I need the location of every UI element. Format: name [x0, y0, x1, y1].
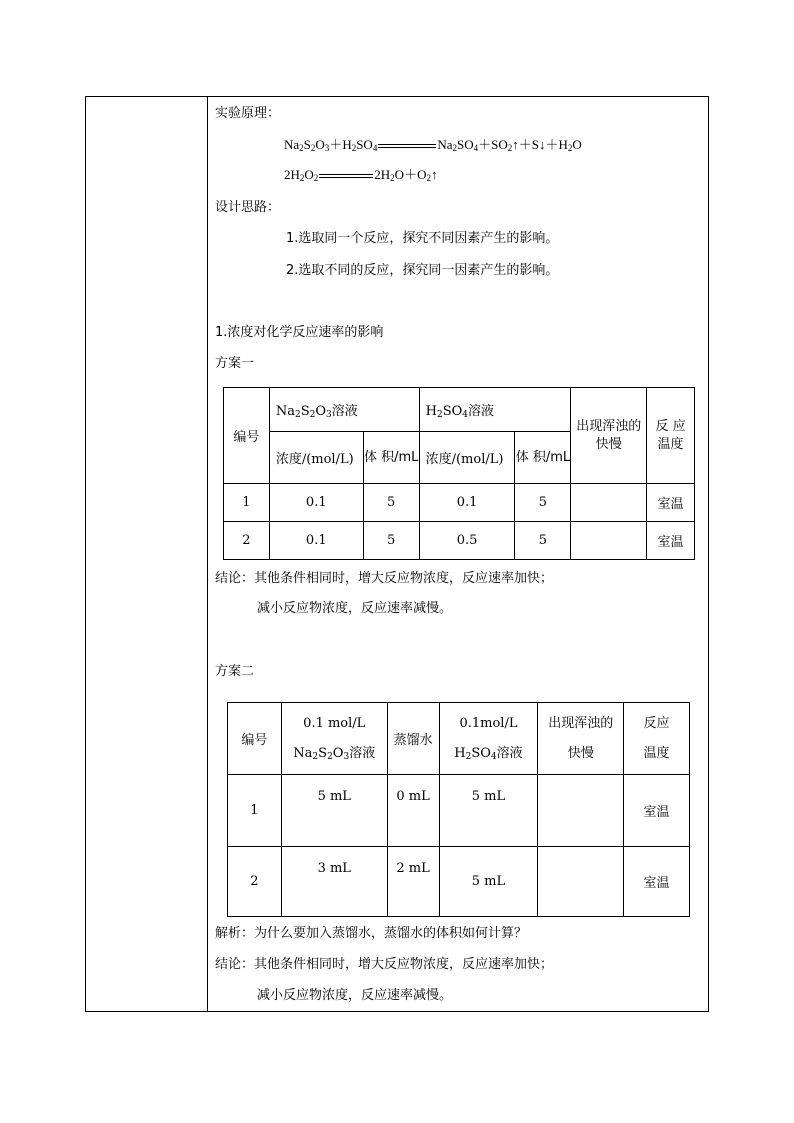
table1-cell-id: 2: [224, 522, 270, 560]
table2-header-id: 编号: [228, 703, 282, 775]
equals-sign: [378, 144, 436, 148]
table-row: [228, 847, 690, 917]
table2-cell-h: 5 mL: [439, 847, 538, 917]
principle-title: 实验原理：: [215, 106, 281, 121]
table1-cell-temp: 室温: [647, 522, 695, 560]
conclusion-2-line-1: 结论：其他条件相同时，增大反应物浓度，反应速率加快；: [215, 957, 554, 972]
table2-cell-id: 1: [228, 775, 282, 847]
table2-cell-id: 2: [228, 847, 282, 917]
table2-header-temp: 反应 温度: [624, 703, 690, 775]
table1-cell-c1: 0.1: [269, 522, 363, 560]
column-divider: [207, 96, 208, 1012]
table1-sub-vol-h: 体 积/mL: [515, 432, 571, 484]
table1-cell-id: 1: [224, 484, 270, 522]
conclusion-1-line-2: 减小反应物浓度，反应速率减慢。: [257, 601, 453, 616]
table-row: [228, 775, 690, 847]
table1-cell-v2: 5: [515, 522, 571, 560]
equals-sign: [319, 174, 373, 178]
table2-header-water: 蒸馏水: [387, 703, 439, 775]
table1-header-na: $Na_2S_2O_3$溶液: [269, 388, 419, 432]
table-row: [224, 484, 695, 522]
table1-header-temp: 反 应温度: [647, 388, 695, 484]
table1-header-h2so4: $H_2SO_4$溶液: [419, 388, 571, 432]
table2-cell-na: 3 mL: [281, 847, 387, 917]
design-item-1: 1.选取同一个反应，探究不同因素产生的影响。: [286, 231, 559, 246]
plan-2-table: [227, 702, 690, 917]
table1-cell-v2: 5: [515, 484, 571, 522]
table2-cell-h: 5 mL: [439, 775, 538, 847]
table2-header-h2so4: 0.1mol/L $H_2SO_4$溶液: [439, 703, 538, 775]
equation-2: $2H_2O_2$ $2H_2O+O_2↑$: [284, 167, 438, 183]
plan-1-table: [223, 387, 695, 560]
table2-cell-na: 5 mL: [281, 775, 387, 847]
table2-cell-water: 0 mL: [387, 775, 439, 847]
table2-header-turbid: 出现浑浊的 快慢: [538, 703, 624, 775]
table1-cell-v1: 5: [363, 484, 419, 522]
table1-header-turbid: 出现浑浊的快慢: [571, 388, 647, 484]
table2-cell-temp: 室温: [624, 847, 690, 917]
table1-sub-vol-na: 体 积/mL: [363, 432, 419, 484]
table-row: [224, 522, 695, 560]
table1-cell-c2: 0.1: [419, 484, 515, 522]
table1-cell-c2: 0.5: [419, 522, 515, 560]
plan-2-title: 方案二: [215, 664, 255, 679]
conclusion-2-line-2: 减小反应物浓度，反应速率减慢。: [257, 988, 453, 1003]
table1-cell-turbid: [571, 484, 647, 522]
table2-header-na: 0.1 mol/L $Na_2S_2O_3$溶液: [281, 703, 387, 775]
analysis-text: 解析：为什么要加入蒸馏水，蒸馏水的体积如何计算？: [215, 926, 528, 941]
conclusion-1-line-1: 结论：其他条件相同时，增大反应物浓度，反应速率加快；: [215, 571, 554, 586]
table2-cell-turbid: [538, 775, 624, 847]
table1-cell-v1: 5: [363, 522, 419, 560]
equation-1: $Na_2S_2O_3+H_2SO_4$ $Na_2SO_4+SO_2↑+S↓+H_2O$: [284, 137, 582, 153]
design-item-2: 2.选取不同的反应，探究同一因素产生的影响。: [286, 263, 559, 278]
table2-cell-turbid: [538, 847, 624, 917]
table1-sub-conc-h: 浓度/(mol/L): [419, 432, 515, 484]
table1-cell-temp: 室温: [647, 484, 695, 522]
design-title: 设计思路：: [215, 200, 281, 215]
table1-header-id: 编号: [224, 388, 270, 484]
table2-cell-water: 2 mL: [387, 847, 439, 917]
table1-cell-c1: 0.1: [269, 484, 363, 522]
section-1-title: 1.浓度对化学反应速率的影响: [215, 325, 384, 340]
table1-sub-conc-na: 浓度/(mol/L): [269, 432, 363, 484]
table1-cell-turbid: [571, 522, 647, 560]
table2-cell-temp: 室温: [624, 775, 690, 847]
plan-1-title: 方案一: [215, 356, 255, 371]
